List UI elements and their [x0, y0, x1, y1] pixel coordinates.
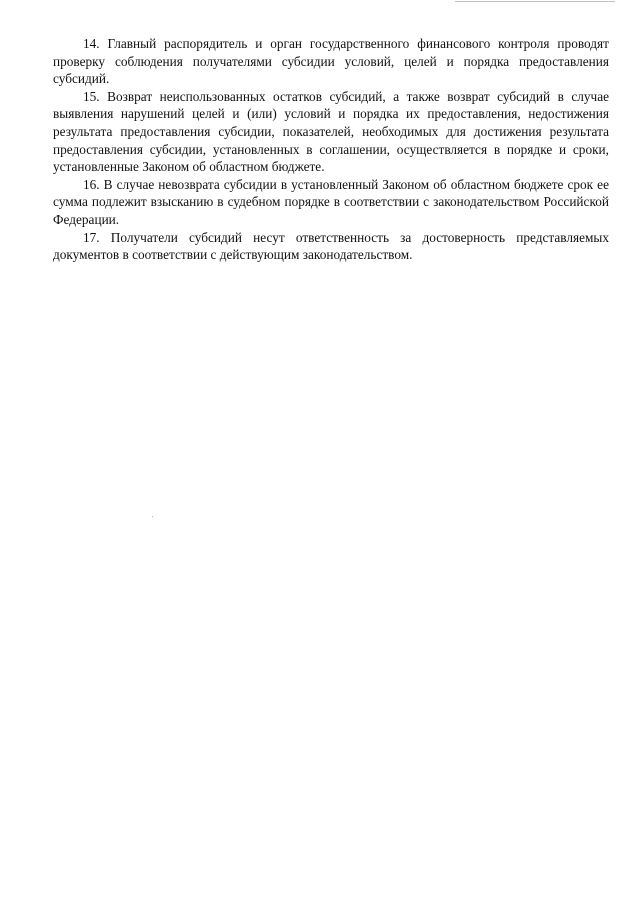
scan-speck: [152, 516, 153, 517]
paragraph-15: 15. Возврат неиспользованных остатков субсидий, а также возврат субсидий в случае выявления нарушений целей и (или) условий и порядка их предоставления, недостижения результата предоставления субсидии, показателей, необходимых для достижения результата предоставления субсидии, установленных в соглашении, осуществляется в порядке и сроки, установленные Законом об областном бюджете.: [53, 88, 609, 175]
paragraph-16: 16. В случае невозврата субсидии в установленный Законом об областном бюджете срок ее сумма подлежит взысканию в судебном порядке в соответствии с законодательством Российской Федерации.: [53, 176, 609, 227]
scan-artifact-line: [455, 1, 615, 2]
paragraph-17: 17. Получатели субсидий несут ответственность за достоверность представляемых документов в соответствии с действующим законодательством.: [53, 229, 609, 263]
document-body: [53, 35, 609, 264]
paragraph-14: 14. Главный распорядитель и орган государственного финансового контроля проводят проверку соблюдения получателями субсидии условий, целей и порядка предоставления субсидий.: [53, 36, 609, 87]
